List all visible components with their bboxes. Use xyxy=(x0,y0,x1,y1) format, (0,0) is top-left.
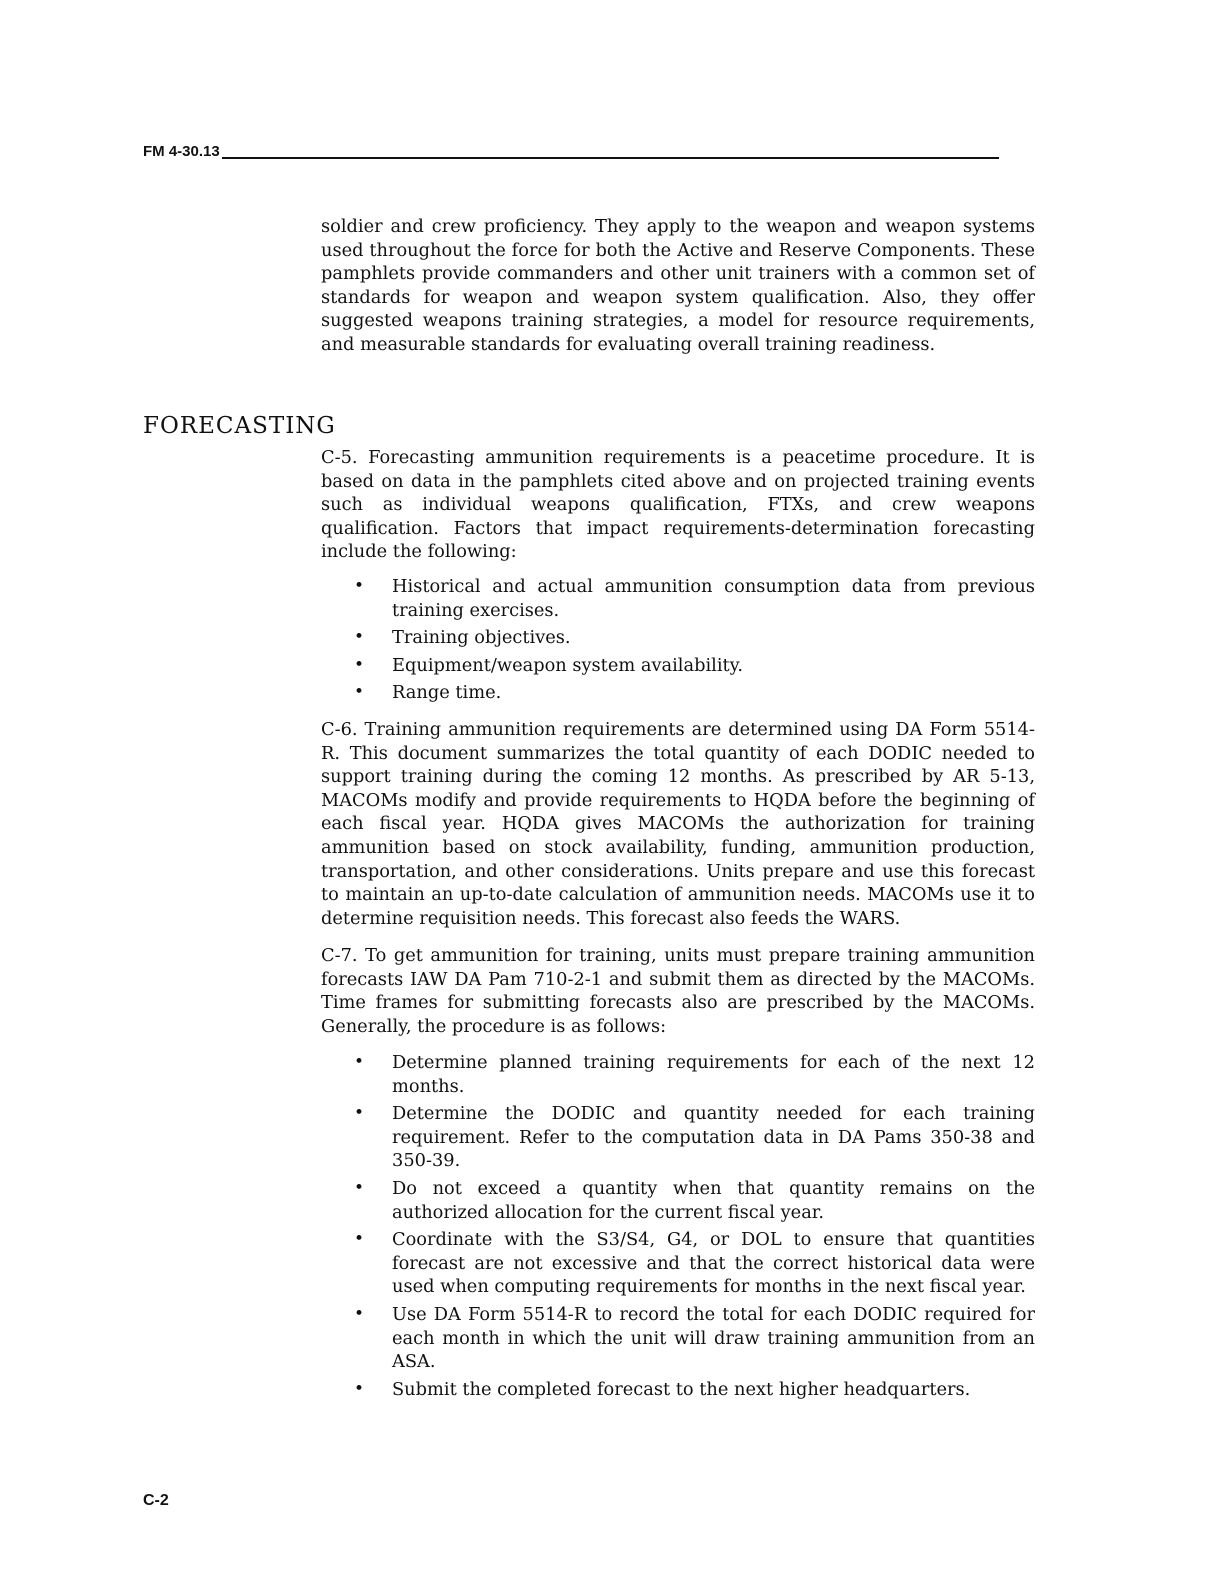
bullet-icon: • xyxy=(354,627,365,648)
bullet-icon: • xyxy=(354,1378,365,1399)
intro-paragraph: soldier and crew proficiency. They apply to the weapon and weapon systems used throughout the force for both the Active and Reserve Components. These pamphlets provide commanders and other unit trainers with a common set of standards for weapon and weapon system qualification. Also, they offer suggested weapons training strategies, a model for resource requirements, and measurable standards for evaluating overall training readiness. xyxy=(321,216,1035,355)
paragraph-c5-block xyxy=(321,446,1035,564)
list-item xyxy=(321,1177,1035,1224)
list-item-text: Do not exceed a quantity when that quantity remains on the authorized allocation for the current fiscal year. xyxy=(392,1177,1035,1223)
c5-bullet-list xyxy=(321,575,1035,705)
list-item xyxy=(321,1378,1035,1402)
list-item xyxy=(321,654,1035,678)
list-item-text: Range time. xyxy=(392,682,502,704)
list-item-text: Use DA Form 5514-R to record the total for each DODIC required for each month in which the unit will draw training ammunition from an ASA. xyxy=(392,1303,1035,1373)
bullet-icon: • xyxy=(354,682,365,703)
bullet-icon: • xyxy=(354,1229,365,1250)
bullet-icon: • xyxy=(354,1177,365,1198)
list-item xyxy=(321,575,1035,622)
list-item xyxy=(321,1051,1035,1098)
list-item-text: Training objectives. xyxy=(392,627,571,649)
running-header xyxy=(143,143,999,161)
bullet-icon: • xyxy=(354,1303,365,1324)
list-item xyxy=(321,1303,1035,1374)
paragraph-c6-block xyxy=(321,718,1035,930)
list-item-text: Determine planned training requirements for each of the next 12 months. xyxy=(392,1052,1035,1097)
bullet-icon: • xyxy=(354,654,365,675)
paragraph-c7: C-7. To get ammunition for training, units must prepare training ammunition forecasts IAW DA Pam 710-2-1 and submit them as directed by the MACOMs. Time frames for submitting forecasts also are prescribed by the MACOMs. Generally, the procedure is as follows: xyxy=(321,945,1035,1037)
list-item-text: Historical and actual ammunition consumption data from previous training exercises. xyxy=(392,576,1035,621)
list-item xyxy=(321,681,1035,705)
bullet-icon: • xyxy=(354,1052,365,1072)
header-rule xyxy=(222,157,999,159)
list-item-text: Submit the completed forecast to the next higher headquarters. xyxy=(392,1378,971,1400)
list-item xyxy=(321,1228,1035,1299)
intro-block xyxy=(321,215,1035,357)
paragraph-c6: C-6. Training ammunition requirements are determined using DA Form 5514-R. This document summarizes the total quantity of each DODIC needed to support training during the coming 12 months. As prescribed by AR 5-13, MACOMs modify and provide requirements to HQDA before the beginning of each fiscal year. HQDA gives MACOMs the authorization for training ammunition based on stock availability, funding, ammunition production, transportation, and other considerations. Units prepare and use this forecast to maintain an up-to-date calculation of ammunition needs. MACOMs use it to determine requisition needs. This forecast also feeds the WARS. xyxy=(321,719,1035,929)
list-item xyxy=(321,1102,1035,1173)
list-item xyxy=(321,626,1035,650)
page-number: C-2 xyxy=(143,1492,169,1509)
document-id: FM 4-30.13 xyxy=(143,143,220,160)
bullet-icon: • xyxy=(354,1103,365,1124)
paragraph-c5: C-5. Forecasting ammunition requirements is a peacetime procedure. It is based on data in the pamphlets cited above and on projected training events such as individual weapons qualification, FTXs, and crew weapons qualification. Factors that impact requirements-determination forecasting include the following: xyxy=(321,447,1035,563)
c7-bullet-list xyxy=(321,1051,1035,1401)
bullet-icon: • xyxy=(354,576,365,596)
paragraph-c7-block xyxy=(321,944,1035,1038)
list-item-text: Coordinate with the S3/S4, G4, or DOL to ensure that quantities forecast are not excessive and that the correct historical data were used when computing requirements for months in the next fiscal year. xyxy=(392,1229,1035,1298)
list-item-text: Determine the DODIC and quantity needed for each training requirement. Refer to the computation data in DA Pams 350-38 and 350-39. xyxy=(392,1103,1035,1172)
section-heading-forecasting: FORECASTING xyxy=(143,413,336,439)
list-item-text: Equipment/weapon system availability. xyxy=(392,654,744,676)
